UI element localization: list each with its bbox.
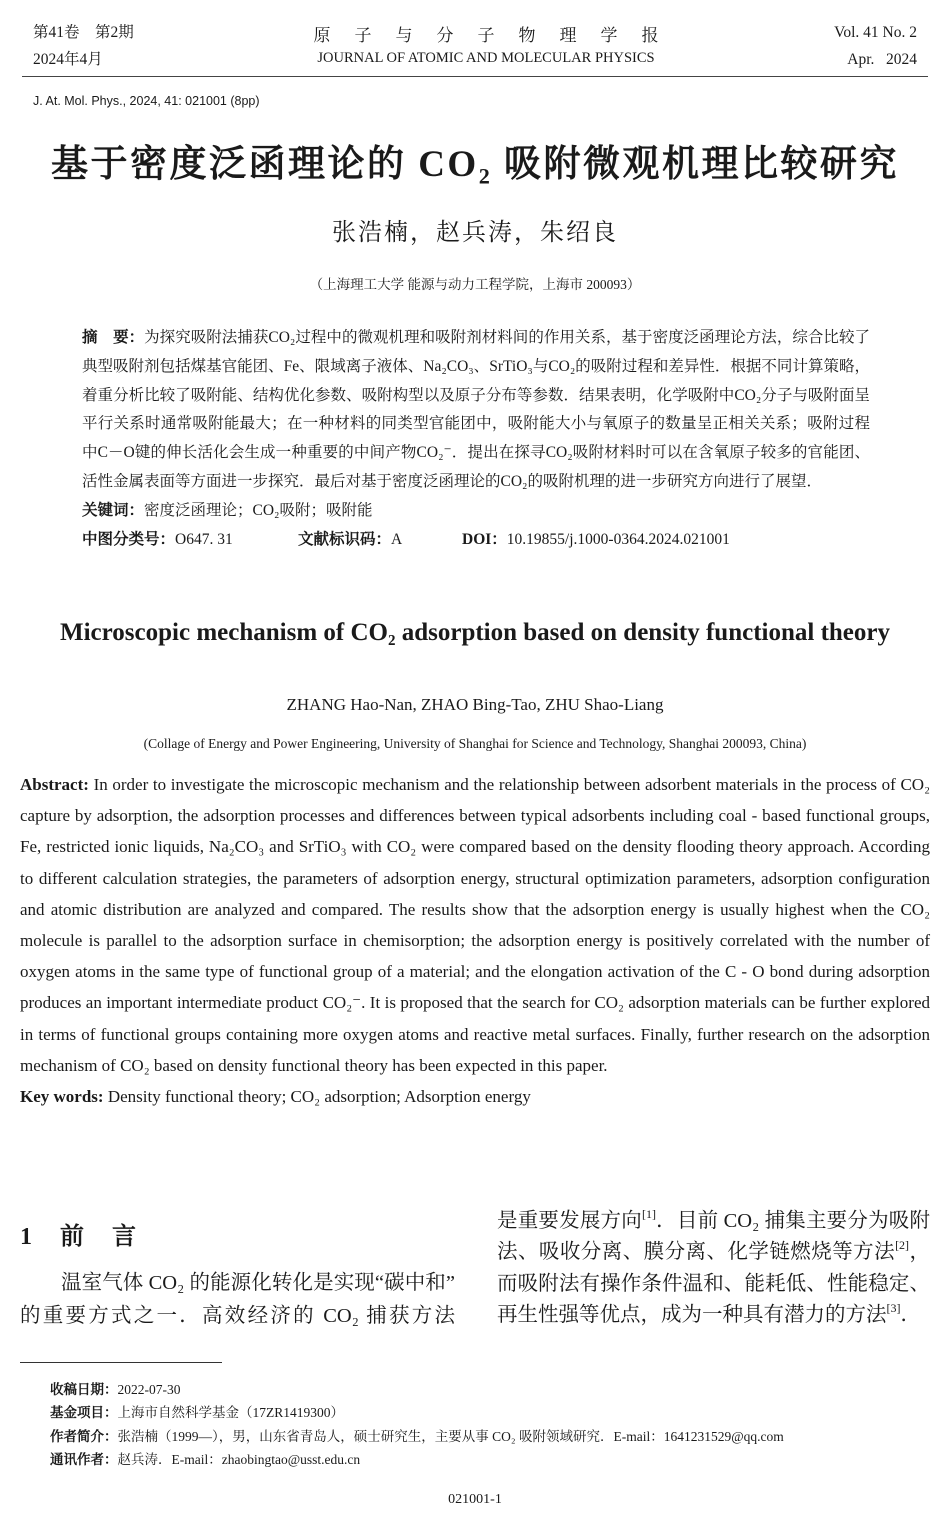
header-divider [22,76,928,77]
footnote-label: 收稿日期： [50,1382,118,1397]
footnote-label: 作者简介： [50,1428,118,1444]
keywords-en [20,1081,930,1112]
affiliation-en: (Collage of Energy and Power Engineering, University of Shanghai for Science and Technology, Shanghai 200093, China) [143,736,807,751]
doc-code-value: A [391,530,403,548]
affiliation-cn: （上海理工大学 能源与动力工程学院，上海市 200093） [309,277,641,292]
header-journal-title-en: JOURNAL OF ATOMIC AND MOLECULAR PHYSICS [317,50,655,66]
footnote-received [50,1378,930,1401]
abstract-cn-label: 摘 要： [82,329,145,346]
body-paragraph-left-column: 温室气体 CO₂ 的能源化转化是实现“碳中和”的重要方式之一．高效经济的 CO₂ 捕获方法 [20,1272,455,1327]
paragraph-text: ． [900,1304,921,1327]
abstract-cn-section [82,324,870,554]
keywords-cn [82,497,870,526]
clc-label: 中图分类号： [82,530,176,548]
reference-marker: [2] [895,1238,910,1253]
abstract-en-text: In order to investigate the microscopic mechanism and the relationship between adsorbent materials in the process of CO₂ capture by adsorption, the adsorption processes and differences between typical adsorbents including coal - based functional groups, Fe, restricted ionic liquids, Na₂CO₃ and SrTiO₃ with CO₂ were compared based on the density flooding theory approach. According to different calculation strategies, the parameters of adsorption energy, structural optimization parameters, adsorption configuration and atomic distribution are analyzed and compared. The results show that the adsorption energy is usually highest when the CO₂ molecule is parallel to the adsorption surface in chemisorption; the adsorption energy is positively correlated with the number of oxygen atoms in the same type of functional group of a material; and the elongation activation of the C - O bond during adsorption produces an important intermediate product CO₂⁻. It is proposed that the search for CO₂ adsorption materials can be further explored in terms of functional groups containing more oxygen atoms and reactive metal surfaces. Finally, further research on the adsorption mechanism of CO₂ based on density functional theory has been expected in this paper. [20,775,930,1075]
doi-label: DOI： [462,530,507,548]
section-number: 1 [20,1224,32,1250]
footnote-text: 赵兵涛．E-mail：zhaobingtao@usst.edu.cn [117,1451,361,1467]
abstract-en-label: Abstract: [20,775,89,794]
doi-group [462,526,730,555]
footnote-author-bio [50,1425,930,1448]
clc-group [82,526,298,555]
keywords-en-label: Key words: [20,1087,104,1107]
footnote-funding [50,1401,930,1424]
keywords-en-text: Density functional theory; CO₂ adsorption; Adsorption energy [107,1087,531,1107]
body-paragraph-right-column [497,1206,930,1332]
footnote-text: 2022-07-30 [117,1382,181,1397]
classification-row [82,526,870,555]
reference-marker: [1] [641,1207,656,1221]
section-heading [20,1221,164,1253]
paragraph-text: ，而吸附法有操作条件温和、能耗低、性能稳定、再生性强等优点，成为一种具有潜力的方法 [497,1241,931,1327]
page-number: 021001-1 [448,1492,502,1507]
doi-value: 10.19855/j.1000-0364.2024.021001 [506,530,730,548]
authors-en: ZHANG Hao-Nan, ZHAO Bing-Tao, ZHU Shao-Liang [286,695,664,714]
paragraph-text: ．目前 CO₂ 捕集主要分为吸附法、吸收分离、膜分离、化学链燃烧等方法 [497,1210,931,1264]
keywords-cn-label: 关键词： [82,501,145,519]
header-volume-issue-en: Vol. 41 No. 2 [834,24,917,41]
abstract-en [20,769,930,1081]
footnote-label: 通讯作者： [50,1451,118,1467]
abstract-cn [82,324,870,497]
footnote-corresponding-author [50,1448,930,1471]
footnote-text: 上海市自然科学基金（17ZR1419300） [117,1405,345,1421]
section-title: 前言 [60,1224,164,1250]
reference-marker: [3] [886,1301,901,1316]
header-date-en: Apr. 2024 [847,51,917,68]
keywords-cn-text: 密度泛函理论；CO₂吸附；吸附能 [144,501,373,519]
article-citation: J. At. Mol. Phys., 2024, 41: 021001 (8pp) [33,94,260,108]
header-volume-issue-cn: 第41卷 第2期 [33,24,134,41]
footnote-text: 张浩楠（1999—），男，山东省青岛人，硕士研究生，主要从事 CO₂ 吸附领域研究．E-mail：1641231529@qq.com [117,1428,784,1444]
abstract-en-section [20,769,930,1112]
doc-code-group [298,526,462,555]
doc-code-label: 文献标识码： [298,530,392,548]
article-title-en: Microscopic mechanism of CO₂ adsorption based on density functional theory [60,619,890,646]
footnote-divider [20,1362,222,1363]
abstract-cn-text: 为探究吸附法捕获CO₂过程中的微观机理和吸附剂材料间的作用关系，基于密度泛函理论方法，综合比较了典型吸附剂包括煤基官能团、Fe、限域离子液体、Na₂CO₃、SrTiO₃与CO₂的吸附过程和差异性．根据不同计算策略，着重分析比较了吸附能、结构优化参数、吸附构型以及原子分布等参数．结果表明，化学吸附中CO₂分子与吸附面呈平行关系时通常吸附能最大；在一种材料的同类型官能团中，吸附能大小与氧原子的数量呈正相关关系；吸附过程中C－O键的伸长活化会生成一种重要的中间产物CO₂⁻．提出在探寻CO₂吸附材料时可以在含氧原子较多的官能团、活性金属表面等方面进一步探究．最后对基于密度泛函理论的CO₂的吸附机理的进一步研究方向进行了展望． [82,329,870,490]
clc-value: O647. 31 [175,530,233,548]
footnotes [50,1378,930,1471]
authors-cn: 张浩楠，赵兵涛，朱绍良 [332,220,618,246]
article-title-cn: 基于密度泛函理论的 CO₂ 吸附微观机理比较研究 [50,144,900,185]
paragraph-text: 是重要发展方向 [497,1210,642,1232]
footnote-label: 基金项目： [50,1405,118,1421]
header-journal-title-cn: 原子与分子物理学报 [313,26,683,45]
header-date-cn: 2024年4月 [33,51,103,68]
